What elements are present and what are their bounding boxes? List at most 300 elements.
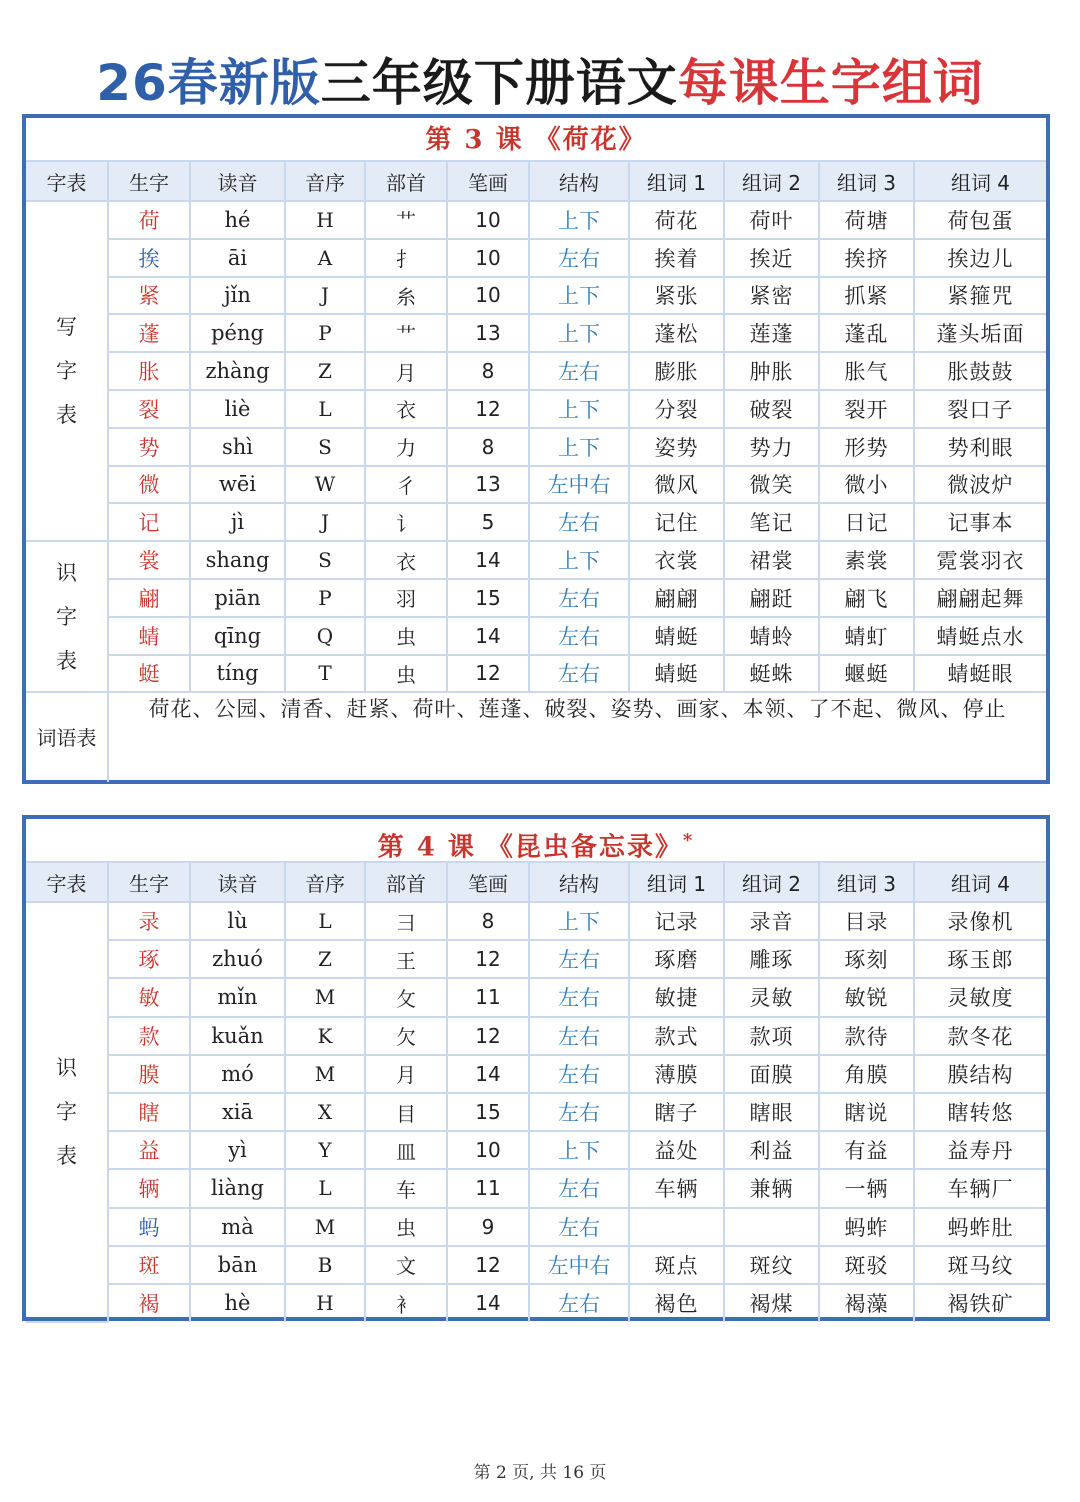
character-cell: 斑 — [108, 1246, 190, 1284]
pinyin-cell: wēi — [190, 466, 285, 504]
character-cell: 录 — [108, 902, 190, 940]
character-cell: 荷 — [108, 201, 190, 239]
pinyin-cell: péng — [190, 314, 285, 352]
word-cell: 荷叶 — [724, 201, 819, 239]
word-cell: 斑点 — [629, 1246, 724, 1284]
pinyin-cell: liè — [190, 390, 285, 428]
lesson-4-star: * — [682, 830, 695, 851]
word-cell: 褐铁矿 — [914, 1284, 1046, 1322]
word-cell: 蜻蜓点水 — [914, 617, 1046, 655]
lesson-3-table — [22, 114, 1050, 784]
word-cell: 目录 — [819, 902, 914, 940]
word-cell: 霓裳羽衣 — [914, 541, 1046, 579]
table-row — [26, 1131, 1046, 1169]
vocabulary-list: 荷花、公园、清香、赶紧、荷叶、莲蓬、破裂、姿势、画家、本领、了不起、微风、停止 — [108, 692, 1046, 782]
word-cell: 斑驳 — [819, 1246, 914, 1284]
pinyin-cell: hé — [190, 201, 285, 239]
word-cell: 膨胀 — [629, 352, 724, 390]
column-header: 组词 3 — [819, 863, 914, 902]
word-cell: 琢刻 — [819, 940, 914, 978]
pinyin-cell: zhuó — [190, 940, 285, 978]
letter-cell: Z — [285, 352, 365, 390]
letter-cell: L — [285, 902, 365, 940]
structure-cell: 左右 — [529, 978, 629, 1016]
table-row — [26, 978, 1046, 1016]
pinyin-cell: piān — [190, 579, 285, 617]
word-cell: 分裂 — [629, 390, 724, 428]
radical-cell: 车 — [365, 1169, 447, 1207]
word-cell: 荷塘 — [819, 201, 914, 239]
word-cell: 微笑 — [724, 466, 819, 504]
column-header: 笔画 — [447, 863, 529, 902]
letter-cell: S — [285, 541, 365, 579]
column-header: 组词 1 — [629, 162, 724, 201]
character-cell: 裂 — [108, 390, 190, 428]
column-header: 组词 2 — [724, 863, 819, 902]
word-cell: 车辆厂 — [914, 1169, 1046, 1207]
strokes-cell: 8 — [447, 428, 529, 466]
radical-cell: 月 — [365, 1055, 447, 1093]
header-row — [26, 162, 1046, 201]
word-cell: 褐藻 — [819, 1284, 914, 1322]
structure-cell: 上下 — [529, 1131, 629, 1169]
strokes-cell: 11 — [447, 978, 529, 1016]
letter-cell: P — [285, 579, 365, 617]
strokes-cell: 12 — [447, 655, 529, 693]
radical-cell: 衤 — [365, 1284, 447, 1322]
word-cell: 敏捷 — [629, 978, 724, 1016]
table-row — [26, 1093, 1046, 1131]
word-cell: 胀气 — [819, 352, 914, 390]
letter-cell: M — [285, 1208, 365, 1246]
vocabulary-label: 词语表 — [26, 692, 108, 782]
pinyin-cell: jǐn — [190, 277, 285, 315]
lesson-3-heading: 第 3 课 《荷花》 — [26, 118, 1046, 162]
word-cell: 斑马纹 — [914, 1246, 1046, 1284]
character-cell: 蓬 — [108, 314, 190, 352]
title-part-2: 三年级下册语文 — [320, 54, 678, 112]
structure-cell: 左右 — [529, 617, 629, 655]
character-cell: 势 — [108, 428, 190, 466]
column-header: 部首 — [365, 162, 447, 201]
table-row — [26, 239, 1046, 277]
strokes-cell: 12 — [447, 940, 529, 978]
word-cell: 挨近 — [724, 239, 819, 277]
strokes-cell: 8 — [447, 352, 529, 390]
word-cell: 雕琢 — [724, 940, 819, 978]
strokes-cell: 10 — [447, 277, 529, 315]
word-cell: 琢玉郎 — [914, 940, 1046, 978]
pinyin-cell: mǐn — [190, 978, 285, 1016]
word-cell: 记事本 — [914, 503, 1046, 541]
column-header: 笔画 — [447, 162, 529, 201]
letter-cell: H — [285, 201, 365, 239]
letter-cell: W — [285, 466, 365, 504]
structure-cell: 上下 — [529, 201, 629, 239]
word-cell: 紧密 — [724, 277, 819, 315]
word-cell: 车辆 — [629, 1169, 724, 1207]
radical-cell: 艹 — [365, 201, 447, 239]
word-cell: 微风 — [629, 466, 724, 504]
column-header: 读音 — [190, 162, 285, 201]
word-cell: 荷花 — [629, 201, 724, 239]
structure-cell: 上下 — [529, 428, 629, 466]
character-cell: 紧 — [108, 277, 190, 315]
letter-cell: H — [285, 1284, 365, 1322]
structure-cell: 左右 — [529, 1208, 629, 1246]
radical-cell: 王 — [365, 940, 447, 978]
letter-cell: K — [285, 1017, 365, 1055]
strokes-cell: 9 — [447, 1208, 529, 1246]
column-header: 组词 4 — [914, 863, 1046, 902]
strokes-cell: 15 — [447, 579, 529, 617]
structure-cell: 左右 — [529, 352, 629, 390]
word-cell: 衣裳 — [629, 541, 724, 579]
column-header: 字表 — [26, 863, 108, 902]
word-cell: 挨边儿 — [914, 239, 1046, 277]
group-label-char: 写 — [56, 315, 77, 340]
structure-cell: 左右 — [529, 239, 629, 277]
radical-cell: 力 — [365, 428, 447, 466]
character-cell: 敏 — [108, 978, 190, 1016]
radical-cell: 文 — [365, 1246, 447, 1284]
structure-cell: 左右 — [529, 503, 629, 541]
word-cell: 蜻虰 — [819, 617, 914, 655]
group-label-char: 表 — [56, 403, 77, 428]
pinyin-cell: tíng — [190, 655, 285, 693]
radical-cell: 虫 — [365, 1208, 447, 1246]
pinyin-cell: yì — [190, 1131, 285, 1169]
strokes-cell: 13 — [447, 314, 529, 352]
character-cell: 胀 — [108, 352, 190, 390]
word-cell — [724, 1208, 819, 1246]
letter-cell: J — [285, 277, 365, 315]
table-row — [26, 428, 1046, 466]
word-cell: 势利眼 — [914, 428, 1046, 466]
structure-cell: 左右 — [529, 579, 629, 617]
pinyin-cell: hè — [190, 1284, 285, 1322]
strokes-cell: 15 — [447, 1093, 529, 1131]
column-header: 组词 3 — [819, 162, 914, 201]
table-row — [26, 1055, 1046, 1093]
word-cell: 蜻蜓眼 — [914, 655, 1046, 693]
character-cell: 琢 — [108, 940, 190, 978]
radical-cell: 月 — [365, 352, 447, 390]
character-cell: 款 — [108, 1017, 190, 1055]
radical-cell: 彳 — [365, 466, 447, 504]
strokes-cell: 10 — [447, 201, 529, 239]
word-cell: 利益 — [724, 1131, 819, 1169]
character-cell: 挨 — [108, 239, 190, 277]
word-cell: 姿势 — [629, 428, 724, 466]
table-row — [26, 1246, 1046, 1284]
word-cell: 款项 — [724, 1017, 819, 1055]
table-row — [26, 352, 1046, 390]
column-header: 读音 — [190, 863, 285, 902]
structure-cell: 上下 — [529, 314, 629, 352]
table-row — [26, 655, 1046, 693]
word-cell: 蜻蛉 — [724, 617, 819, 655]
character-cell: 裳 — [108, 541, 190, 579]
letter-cell: P — [285, 314, 365, 352]
character-cell: 膜 — [108, 1055, 190, 1093]
pinyin-cell: lù — [190, 902, 285, 940]
pinyin-cell: xiā — [190, 1093, 285, 1131]
pinyin-cell: āi — [190, 239, 285, 277]
letter-cell: Q — [285, 617, 365, 655]
letter-cell: S — [285, 428, 365, 466]
structure-cell: 左右 — [529, 940, 629, 978]
group-label-char: 字 — [56, 604, 77, 629]
word-cell: 益处 — [629, 1131, 724, 1169]
strokes-cell: 12 — [447, 390, 529, 428]
word-cell: 瞎眼 — [724, 1093, 819, 1131]
table-row — [26, 1017, 1046, 1055]
strokes-cell: 5 — [447, 503, 529, 541]
word-cell: 蓬乱 — [819, 314, 914, 352]
word-cell: 款式 — [629, 1017, 724, 1055]
word-cell: 灵敏度 — [914, 978, 1046, 1016]
word-cell: 录像机 — [914, 902, 1046, 940]
group-label-char: 识 — [56, 1056, 77, 1081]
lesson-3-grid — [26, 162, 1046, 782]
word-cell: 角膜 — [819, 1055, 914, 1093]
table-row — [26, 503, 1046, 541]
lesson-4-heading — [26, 819, 1046, 863]
radical-cell: 皿 — [365, 1131, 447, 1169]
group-label-recognize — [26, 541, 108, 692]
word-cell: 款待 — [819, 1017, 914, 1055]
radical-cell: 彐 — [365, 902, 447, 940]
column-header: 结构 — [529, 863, 629, 902]
structure-cell: 左右 — [529, 655, 629, 693]
table-row — [26, 1169, 1046, 1207]
group-label-char: 字 — [56, 1100, 77, 1125]
word-cell: 录音 — [724, 902, 819, 940]
group-label-char: 表 — [56, 1144, 77, 1169]
strokes-cell: 8 — [447, 902, 529, 940]
vocabulary-row — [26, 692, 1046, 782]
table-row — [26, 902, 1046, 940]
letter-cell: Y — [285, 1131, 365, 1169]
strokes-cell: 10 — [447, 1131, 529, 1169]
word-cell: 翩翩 — [629, 579, 724, 617]
strokes-cell: 12 — [447, 1017, 529, 1055]
column-header: 组词 4 — [914, 162, 1046, 201]
group-label-recognize — [26, 902, 108, 1322]
column-header: 组词 2 — [724, 162, 819, 201]
word-cell: 褐色 — [629, 1284, 724, 1322]
radical-cell: 虫 — [365, 617, 447, 655]
pinyin-cell: mó — [190, 1055, 285, 1093]
letter-cell: M — [285, 978, 365, 1016]
word-cell: 蚂蚱 — [819, 1208, 914, 1246]
group-label-char: 字 — [56, 359, 77, 384]
word-cell: 微小 — [819, 466, 914, 504]
character-cell: 辆 — [108, 1169, 190, 1207]
table-row — [26, 390, 1046, 428]
word-cell: 斑纹 — [724, 1246, 819, 1284]
character-cell: 蜓 — [108, 655, 190, 693]
letter-cell: L — [285, 1169, 365, 1207]
structure-cell: 左右 — [529, 1284, 629, 1322]
table-row — [26, 579, 1046, 617]
table-row — [26, 314, 1046, 352]
structure-cell: 左中右 — [529, 466, 629, 504]
character-cell: 蚂 — [108, 1208, 190, 1246]
table-row — [26, 201, 1046, 239]
radical-cell: 攵 — [365, 978, 447, 1016]
table-row — [26, 277, 1046, 315]
lesson-4-table — [22, 815, 1050, 1321]
word-cell: 翩跹 — [724, 579, 819, 617]
letter-cell: X — [285, 1093, 365, 1131]
letter-cell: L — [285, 390, 365, 428]
column-header: 音序 — [285, 162, 365, 201]
column-header: 生字 — [108, 863, 190, 902]
word-cell: 胀鼓鼓 — [914, 352, 1046, 390]
pinyin-cell: kuǎn — [190, 1017, 285, 1055]
word-cell: 蚂蚱肚 — [914, 1208, 1046, 1246]
word-cell: 薄膜 — [629, 1055, 724, 1093]
word-cell: 蜓蛛 — [724, 655, 819, 693]
character-cell: 益 — [108, 1131, 190, 1169]
column-header: 生字 — [108, 162, 190, 201]
structure-cell: 上下 — [529, 902, 629, 940]
word-cell: 日记 — [819, 503, 914, 541]
table-row — [26, 617, 1046, 655]
character-cell: 记 — [108, 503, 190, 541]
column-header: 结构 — [529, 162, 629, 201]
word-cell: 敏锐 — [819, 978, 914, 1016]
page-footer: 第 2 页, 共 16 页 — [473, 1463, 607, 1483]
structure-cell: 左中右 — [529, 1246, 629, 1284]
structure-cell: 左右 — [529, 1093, 629, 1131]
strokes-cell: 12 — [447, 1246, 529, 1284]
header-row — [26, 863, 1046, 902]
word-cell: 有益 — [819, 1131, 914, 1169]
word-cell: 荷包蛋 — [914, 201, 1046, 239]
word-cell: 裂开 — [819, 390, 914, 428]
strokes-cell: 13 — [447, 466, 529, 504]
strokes-cell: 14 — [447, 541, 529, 579]
letter-cell: Z — [285, 940, 365, 978]
structure-cell: 左右 — [529, 1055, 629, 1093]
radical-cell: 目 — [365, 1093, 447, 1131]
column-header: 音序 — [285, 863, 365, 902]
word-cell: 瞎转悠 — [914, 1093, 1046, 1131]
radical-cell: 艹 — [365, 314, 447, 352]
table-row — [26, 1284, 1046, 1322]
table-row — [26, 940, 1046, 978]
word-cell: 琢磨 — [629, 940, 724, 978]
letter-cell: A — [285, 239, 365, 277]
word-cell: 裙裳 — [724, 541, 819, 579]
radical-cell: 羽 — [365, 579, 447, 617]
group-label-char: 识 — [56, 560, 77, 585]
word-cell: 紧箍咒 — [914, 277, 1046, 315]
column-header: 组词 1 — [629, 863, 724, 902]
table-row — [26, 541, 1046, 579]
word-cell: 翩翩起舞 — [914, 579, 1046, 617]
word-cell: 笔记 — [724, 503, 819, 541]
lesson-4-heading-text: 第 4 课 《昆虫备忘录》 — [377, 832, 683, 863]
title-part-3: 每课生字组词 — [677, 54, 984, 112]
word-cell: 蝘蜓 — [819, 655, 914, 693]
radical-cell: 讠 — [365, 503, 447, 541]
word-cell: 蓬头垢面 — [914, 314, 1046, 352]
pinyin-cell: shì — [190, 428, 285, 466]
radical-cell: 衣 — [365, 390, 447, 428]
radical-cell: 欠 — [365, 1017, 447, 1055]
page-title — [0, 48, 1080, 118]
character-cell: 微 — [108, 466, 190, 504]
table-row — [26, 466, 1046, 504]
word-cell: 一辆 — [819, 1169, 914, 1207]
group-label-char: 表 — [56, 648, 77, 673]
character-cell: 瞎 — [108, 1093, 190, 1131]
word-cell: 蜻蜓 — [629, 617, 724, 655]
word-cell: 款冬花 — [914, 1017, 1046, 1055]
word-cell: 抓紧 — [819, 277, 914, 315]
character-cell: 蜻 — [108, 617, 190, 655]
structure-cell: 上下 — [529, 390, 629, 428]
group-label-write — [26, 201, 108, 541]
column-header: 字表 — [26, 162, 108, 201]
strokes-cell: 14 — [447, 1055, 529, 1093]
structure-cell: 左右 — [529, 1169, 629, 1207]
strokes-cell: 14 — [447, 617, 529, 655]
word-cell — [629, 1208, 724, 1246]
word-cell: 记录 — [629, 902, 724, 940]
character-cell: 翩 — [108, 579, 190, 617]
letter-cell: J — [285, 503, 365, 541]
pinyin-cell: mà — [190, 1208, 285, 1246]
word-cell: 兼辆 — [724, 1169, 819, 1207]
word-cell: 莲蓬 — [724, 314, 819, 352]
word-cell: 紧张 — [629, 277, 724, 315]
letter-cell: M — [285, 1055, 365, 1093]
word-cell: 益寿丹 — [914, 1131, 1046, 1169]
title-part-1: 26春新版 — [96, 54, 321, 112]
pinyin-cell: bān — [190, 1246, 285, 1284]
word-cell: 面膜 — [724, 1055, 819, 1093]
word-cell: 肿胀 — [724, 352, 819, 390]
letter-cell: T — [285, 655, 365, 693]
pinyin-cell: qīng — [190, 617, 285, 655]
word-cell: 褐煤 — [724, 1284, 819, 1322]
word-cell: 膜结构 — [914, 1055, 1046, 1093]
pinyin-cell: liàng — [190, 1169, 285, 1207]
structure-cell: 上下 — [529, 277, 629, 315]
word-cell: 形势 — [819, 428, 914, 466]
word-cell: 蓬松 — [629, 314, 724, 352]
table-row — [26, 1208, 1046, 1246]
word-cell: 蜻蜓 — [629, 655, 724, 693]
word-cell: 挨着 — [629, 239, 724, 277]
word-cell: 微波炉 — [914, 466, 1046, 504]
word-cell: 裂口子 — [914, 390, 1046, 428]
word-cell: 灵敏 — [724, 978, 819, 1016]
pinyin-cell: shang — [190, 541, 285, 579]
word-cell: 势力 — [724, 428, 819, 466]
lesson-4-grid — [26, 863, 1046, 1323]
strokes-cell: 11 — [447, 1169, 529, 1207]
word-cell: 素裳 — [819, 541, 914, 579]
radical-cell: 衣 — [365, 541, 447, 579]
structure-cell: 左右 — [529, 1017, 629, 1055]
word-cell: 瞎子 — [629, 1093, 724, 1131]
